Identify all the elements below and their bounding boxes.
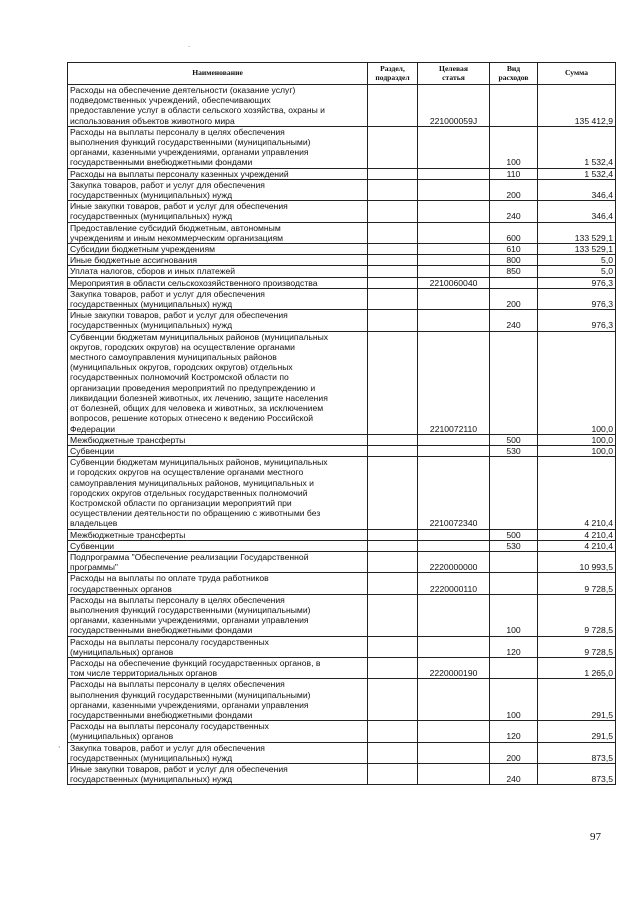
row-sum: 873,5	[538, 742, 616, 763]
row-section	[368, 551, 418, 572]
row-target: 2220000000	[418, 551, 490, 572]
row-section	[368, 244, 418, 255]
row-name: Уплата налогов, сборов и иных платежей	[68, 266, 368, 277]
row-target: 2210072110	[418, 331, 490, 434]
row-sum: 100,0	[538, 445, 616, 456]
row-section	[368, 85, 418, 127]
row-section	[368, 636, 418, 657]
row-name: Подпрограмма "Обеспечение реализации Государственной программы"	[68, 551, 368, 572]
table-row	[68, 179, 616, 200]
row-name: Субвенции	[68, 540, 368, 551]
row-kind: 240	[490, 310, 538, 331]
row-kind: 100	[490, 126, 538, 168]
page-number: 97	[590, 831, 601, 843]
row-section	[368, 434, 418, 445]
header-section: Раздел, подраздел	[368, 63, 418, 85]
row-kind: 530	[490, 445, 538, 456]
row-kind: 850	[490, 266, 538, 277]
row-section	[368, 168, 418, 179]
row-sum: 976,3	[538, 310, 616, 331]
row-name: Закупка товаров, работ и услуг для обеспечения государственных (муниципальных) нужд	[68, 742, 368, 763]
row-section	[368, 331, 418, 434]
table-row	[68, 529, 616, 540]
row-kind: 240	[490, 201, 538, 222]
row-section	[368, 742, 418, 763]
row-kind	[490, 331, 538, 434]
row-sum: 1 265,0	[538, 657, 616, 678]
row-section	[368, 255, 418, 266]
row-section	[368, 277, 418, 288]
header-kind: Вид расходов	[490, 63, 538, 85]
table-row	[68, 540, 616, 551]
row-kind: 800	[490, 255, 538, 266]
row-name: Расходы на выплаты персоналу государственных (муниципальных) органов	[68, 636, 368, 657]
row-name: Иные закупки товаров, работ и услуг для обеспечения государственных (муниципальных) нужд	[68, 764, 368, 785]
row-target	[418, 742, 490, 763]
table-row	[68, 721, 616, 742]
budget-table	[67, 62, 616, 785]
row-kind	[490, 573, 538, 594]
table-body	[68, 85, 616, 785]
row-target	[418, 764, 490, 785]
row-target: 2210060040	[418, 277, 490, 288]
row-sum: 291,5	[538, 679, 616, 721]
row-name: Расходы на выплаты персоналу в целях обеспечения выполнения функций государственными (муниципальными) органами, казенными учреждениями, органами управления государственными внебюджетными фондами	[68, 126, 368, 168]
row-kind: 100	[490, 594, 538, 636]
row-sum: 9 728,5	[538, 594, 616, 636]
row-name: Межбюджетные трансферты	[68, 529, 368, 540]
row-kind	[490, 551, 538, 572]
row-name: Расходы на обеспечение деятельности (оказание услуг) подведомственных учреждений, обеспечивающих предоставление услуг в области сельского хозяйства, охраны и использования объектов животного мира	[68, 85, 368, 127]
row-sum: 9 728,5	[538, 636, 616, 657]
row-target	[418, 266, 490, 277]
row-sum: 1 532,4	[538, 126, 616, 168]
table-row	[68, 445, 616, 456]
row-kind	[490, 277, 538, 288]
row-target	[418, 540, 490, 551]
row-target	[418, 126, 490, 168]
row-kind: 240	[490, 764, 538, 785]
row-sum: 1 532,4	[538, 168, 616, 179]
row-target: 2220000110	[418, 573, 490, 594]
row-section	[368, 201, 418, 222]
table-row	[68, 255, 616, 266]
table-row	[68, 266, 616, 277]
row-sum: 346,4	[538, 179, 616, 200]
row-kind: 200	[490, 179, 538, 200]
row-kind	[490, 457, 538, 529]
row-sum: 5,0	[538, 266, 616, 277]
row-name: Закупка товаров, работ и услуг для обеспечения государственных (муниципальных) нужд	[68, 288, 368, 309]
table-row	[68, 331, 616, 434]
row-sum: 100,0	[538, 331, 616, 434]
row-kind: 600	[490, 222, 538, 243]
row-sum: 9 728,5	[538, 573, 616, 594]
row-name: Расходы на обеспечение функций государственных органов, в том числе территориальных органов	[68, 657, 368, 678]
row-section	[368, 657, 418, 678]
row-target	[418, 179, 490, 200]
table-row	[68, 310, 616, 331]
row-kind: 610	[490, 244, 538, 255]
row-section	[368, 445, 418, 456]
row-kind	[490, 657, 538, 678]
row-name: Иные бюджетные ассигнования	[68, 255, 368, 266]
row-target	[418, 445, 490, 456]
scan-speck: ,	[58, 740, 61, 749]
row-name: Субвенции бюджетам муниципальных районов (муниципальных округов, городских округов) на осуществление органами местного самоуправления муниципальных районов (муниципальных округов, городских округов) отдельных государственных полномочий Костромской области по организации проведения мероприятий по предупреждению и ликвидации болезней животных, их лечению, защите населения от болезней, общих для человека и животных, за исключением вопросов, решение которых отнесено к ведению Российской Федерации	[68, 331, 368, 434]
row-target	[418, 310, 490, 331]
row-kind: 200	[490, 288, 538, 309]
row-kind: 530	[490, 540, 538, 551]
row-name: Закупка товаров, работ и услуг для обеспечения государственных (муниципальных) нужд	[68, 179, 368, 200]
table-row	[68, 288, 616, 309]
table-row	[68, 636, 616, 657]
row-target	[418, 288, 490, 309]
table-row	[68, 594, 616, 636]
row-name: Расходы на выплаты персоналу в целях обеспечения выполнения функций государственными (муниципальными) органами, казенными учреждениями, органами управления государственными внебюджетными фондами	[68, 594, 368, 636]
row-target	[418, 244, 490, 255]
row-section	[368, 126, 418, 168]
row-target	[418, 201, 490, 222]
row-section	[368, 721, 418, 742]
table-row	[68, 168, 616, 179]
table-row	[68, 742, 616, 763]
row-name: Иные закупки товаров, работ и услуг для обеспечения государственных (муниципальных) нужд	[68, 310, 368, 331]
row-sum: 135 412,9	[538, 85, 616, 127]
row-kind	[490, 85, 538, 127]
header-name: Наименование	[68, 63, 368, 85]
table-row	[68, 657, 616, 678]
row-sum: 133 529,1	[538, 222, 616, 243]
row-section	[368, 179, 418, 200]
row-target	[418, 721, 490, 742]
scan-speck: .	[188, 40, 191, 49]
row-section	[368, 288, 418, 309]
row-sum: 4 210,4	[538, 529, 616, 540]
row-kind: 500	[490, 529, 538, 540]
table-header-row	[68, 63, 616, 85]
row-target	[418, 255, 490, 266]
row-sum: 976,3	[538, 288, 616, 309]
table-row	[68, 457, 616, 529]
row-kind: 100	[490, 679, 538, 721]
row-sum: 4 210,4	[538, 457, 616, 529]
row-section	[368, 457, 418, 529]
table-row	[68, 551, 616, 572]
row-kind: 120	[490, 636, 538, 657]
row-kind: 200	[490, 742, 538, 763]
row-name: Субвенции	[68, 445, 368, 456]
table-row	[68, 126, 616, 168]
row-section	[368, 266, 418, 277]
row-target	[418, 529, 490, 540]
table-row	[68, 679, 616, 721]
table-row	[68, 573, 616, 594]
row-kind: 120	[490, 721, 538, 742]
row-name: Расходы на выплаты персоналу в целях обеспечения выполнения функций государственными (муниципальными) органами, казенными учреждениями, органами управления государственными внебюджетными фондами	[68, 679, 368, 721]
row-target	[418, 168, 490, 179]
row-target	[418, 594, 490, 636]
row-target	[418, 222, 490, 243]
row-target	[418, 636, 490, 657]
row-section	[368, 573, 418, 594]
row-kind: 500	[490, 434, 538, 445]
row-name: Расходы на выплаты по оплате труда работников государственных органов	[68, 573, 368, 594]
row-kind: 110	[490, 168, 538, 179]
table-row	[68, 764, 616, 785]
row-name: Субсидии бюджетным учреждениям	[68, 244, 368, 255]
row-section	[368, 540, 418, 551]
header-target: Целевая статья	[418, 63, 490, 85]
row-section	[368, 679, 418, 721]
row-target: 2220000190	[418, 657, 490, 678]
table-row	[68, 85, 616, 127]
row-name: Межбюджетные трансферты	[68, 434, 368, 445]
row-target: 221000059J	[418, 85, 490, 127]
row-section	[368, 529, 418, 540]
table-row	[68, 222, 616, 243]
row-name: Расходы на выплаты персоналу казенных учреждений	[68, 168, 368, 179]
row-sum: 4 210,4	[538, 540, 616, 551]
table-row	[68, 277, 616, 288]
row-name: Предоставление субсидий бюджетным, автономным учреждениям и иным некоммерческим организациям	[68, 222, 368, 243]
row-sum: 291,5	[538, 721, 616, 742]
row-section	[368, 594, 418, 636]
row-sum: 100,0	[538, 434, 616, 445]
row-name: Субвенции бюджетам муниципальных районов, муниципальных и городских округов на осуществление органами местного самоуправления муниципальных районов, муниципальных и городских округов отдельных государственных полномочий Костромской области по организации мероприятий при осуществлении деятельности по обращению с животными без владельцев	[68, 457, 368, 529]
row-sum: 346,4	[538, 201, 616, 222]
table-row	[68, 244, 616, 255]
row-target	[418, 434, 490, 445]
table-row	[68, 434, 616, 445]
row-target: 2210072340	[418, 457, 490, 529]
row-target	[418, 679, 490, 721]
row-section	[368, 222, 418, 243]
row-section	[368, 310, 418, 331]
header-sum: Сумма	[538, 63, 616, 85]
row-name: Расходы на выплаты персоналу государственных (муниципальных) органов	[68, 721, 368, 742]
row-sum: 5,0	[538, 255, 616, 266]
row-name: Иные закупки товаров, работ и услуг для обеспечения государственных (муниципальных) нужд	[68, 201, 368, 222]
row-name: Мероприятия в области сельскохозяйственного производства	[68, 277, 368, 288]
row-sum: 10 993,5	[538, 551, 616, 572]
table-row	[68, 201, 616, 222]
row-section	[368, 764, 418, 785]
row-sum: 133 529,1	[538, 244, 616, 255]
row-sum: 873,5	[538, 764, 616, 785]
row-sum: 976,3	[538, 277, 616, 288]
